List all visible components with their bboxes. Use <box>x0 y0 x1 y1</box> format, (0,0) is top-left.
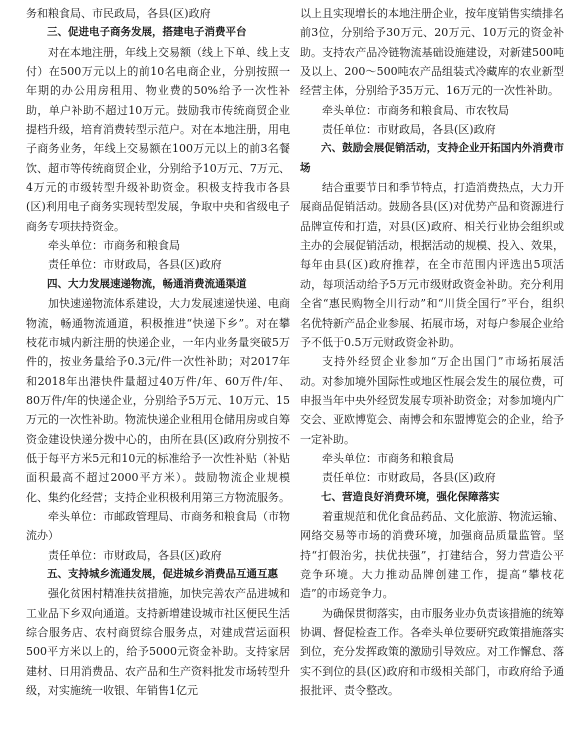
paragraph: 牵头单位：市商务和粮食局 <box>322 451 454 465</box>
section-heading: 七、营造良好消费环境，强化保障落实 <box>321 490 500 503</box>
paragraph: 以上且实现增长的本地注册企业，按年度销售实绩排名前3位，分别给予30万元、20万元、10万元的资金补助。支持农产品冷链物流基础设施建设，对新建500吨及以上、200～500吨农产品组装式冷藏库的农业新型经营主体，分别给予35万元、16万元的一次性补助。 <box>300 7 564 98</box>
paragraph: 务和粮食局、市民政局，各县(区)政府 <box>26 7 211 20</box>
paragraph: 为确保贯彻落实，由市服务业办负责该措施的统筹协调、督促检查工作。各牵头单位要研究政策措施落实到位，充分发挥政策的激励引导效应。对工作懈怠、落实不到位的县(区)政府和市级相关部门，市政府给予通报批评、责令整改。 <box>300 606 564 698</box>
paragraph: 加快速递物流体系建设，大力发展速递快递、电商物流，畅通物流通道，积极推进“快递下乡”。对在攀枝花市城内新注册的快递企业，一年内业务量突破5万件的，按业务量给予0.3元/件一次性补助；对2017年和2018年出港快件量超过40万件/年、60万件/年、80万件/年的快递企业，分别给予5万元、10万元、15万元的一次性补助。物流快递企业租用仓储用房或自筹资金建设快递分拨中心的，由所在县(区)政府分别按不低于每平方米5元和10元的标准给予一次性补贴（补贴面积最高不超过2000平方米）。鼓励物流企业规模化、集约化经营；支持企业积极利用第三方物流服务。 <box>26 297 290 504</box>
section-heading: 五、支持城乡流通发展，促进城乡消费品互通互惠 <box>47 567 278 580</box>
paragraph: 责任单位：市财政局，各县(区)政府 <box>322 123 496 137</box>
paragraph: 责任单位：市财政局，各县(区)政府 <box>48 548 222 562</box>
paragraph: 支持外经贸企业参加“万企出国门”市场拓展活动。对参加境外国际性或地区性展会发生的展位费，可申报当年中央外经贸发展专项补助资金；对参加境内广交会、亚欧博览会、南博会和东盟博览会的企业，给予一定补助。 <box>300 355 564 446</box>
paragraph: 牵头单位：市商务和粮食局、市农牧局 <box>322 103 509 117</box>
paragraph: 强化贫困村精准扶贫措施，加快完善农产品进城和工业品下乡双向通道。支持新增建设城市社区便民生活综合服务店、农村商贸综合服务点，对建成营运面积500平方米以上的，给予5000元资金补助。支持家居建材、日用消费品、农产品和生产资料批发市场转型升级，对实施统一收银、年销售1亿元 <box>26 587 290 698</box>
paragraph: 责任单位：市财政局，各县(区)政府 <box>322 471 496 485</box>
section-heading: 六、鼓励会展促销活动，支持企业开拓国内外消费市场 <box>300 142 564 174</box>
right-column <box>300 4 564 700</box>
paragraph: 着重规范和优化食品药品、文化旅游、物流运输、网络交易等市场的消费环境，加强商品质量监管。坚持“打假治劣，扶优扶强”，打建结合，努力营造公平竞争环境。大力推动品牌创建工作，提高“攀枝花造”的市场竞争力。 <box>300 509 564 601</box>
paragraph: 结合重要节日和季节特点，打造消费热点，大力开展商品促销活动。鼓励各县(区)对优势产品和资源进行品牌宣传和打造，对县(区)政府、相关行业协会组织或主办的会展促销活动，根据活动的规模、投入、效果，每年由县(区)政府推荐，在全市范围内评选出5项活动，每项活动给予5万元市级财政资金补助。充分利用全省“惠民购物全川行动”和“川货全国行”平台，组织名优特新产品企业参展、拓展市场，对每户参展企业给予不低于0.5万元财政资金补助。 <box>300 181 564 349</box>
paragraph: 对在本地注册，年线上交易额（线上下单、线上支付）在500万元以上的前10名电商企业，分别按照一年期的办公用房租用、物业费的50%给予一次性补助，单户补助不超过10万元。鼓励我市传统商贸企业提档升级，培育消费转型示范户。对在本地注册，用电子商务业务，年线上交易额在100万元以上的前3名餐饮、超市等传统商贸企业，分别给予10万元、7万元、4万元的市级转型升级补助资金。积极支持我市各县(区)利用电子商务实现转型发展，争取中央和省级电子商务专项扶持资金。 <box>26 45 290 233</box>
left-column <box>26 4 290 700</box>
paragraph: 牵头单位：市邮政管理局、市商务和粮食局（市物流办） <box>26 509 290 543</box>
paragraph: 牵头单位：市商务和粮食局 <box>48 239 180 253</box>
section-heading: 四、大力发展速递物流，畅通消费流通渠道 <box>47 277 247 290</box>
paragraph: 责任单位：市财政局，各县(区)政府 <box>48 258 222 272</box>
section-heading: 三、促进电子商务发展，搭建电子消费平台 <box>47 26 247 39</box>
